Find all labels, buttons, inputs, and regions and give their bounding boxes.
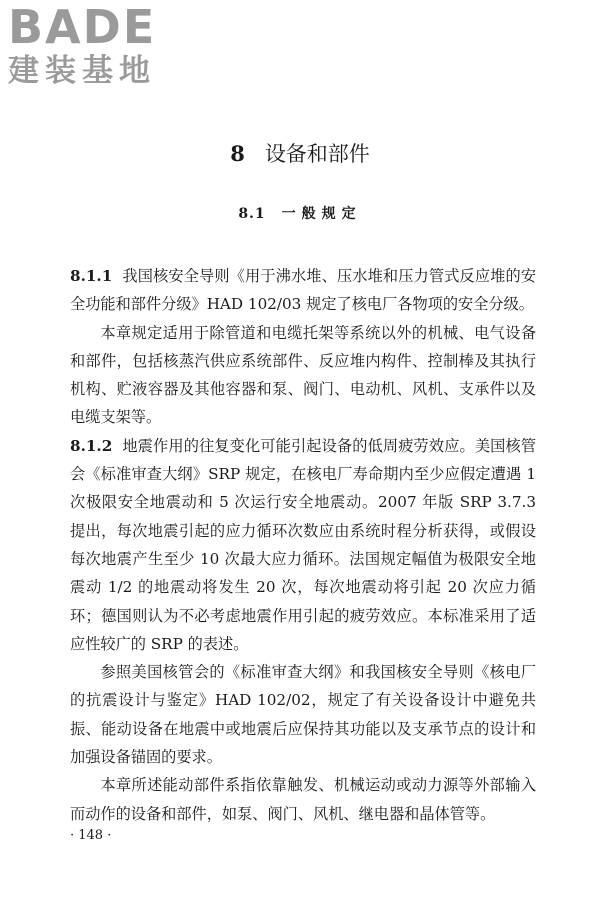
paragraph-references	[70, 658, 536, 771]
paragraph-active-components	[70, 771, 536, 828]
paragraph-8-1-2	[70, 432, 536, 658]
section-number: 8.1	[238, 206, 266, 222]
section-title	[0, 204, 600, 224]
paragraph-text: 我国核安全导则《用于沸水堆、压水堆和压力管式反应堆的安全功能和部件分级》HAD 102/03 规定了核电厂各物项的安全分级。	[70, 267, 536, 314]
clause-number: 8.1.1	[70, 267, 113, 285]
logo-subtitle: 建装基地	[8, 53, 156, 89]
paragraph-text: 本章规定适用于除管道和电缆托架等系统以外的机械、电气设备和部件，包括核蒸汽供应系统部件、反应堆内构件、控制棒及其执行机构、贮液容器及其他容器和泵、阀门、电动机、风机、支承件以及电缆支架等。	[70, 323, 536, 427]
paragraph-text: 地震作用的往复变化可能引起设备的低周疲劳效应。美国核管会《标准审查大纲》SRP 规定，在核电厂寿命期内至少应假定遭遇 1 次极限安全地震动和 5 次运行安全地震动。2007 年版 SRP 3.7.3 提出，每次地震引起的应力循环次数应由系统时程分析获得，或假设每次地震产生至少 10 次最大应力循环。法国规定幅值为极限安全地震动 1/2 的地震动将发生 20 次，每次地震动将引起 20 次应力循环；德国则认为不必考虑地震作用引起的疲劳效应。本标准采用了适应性较广的 SRP 的表述。	[70, 436, 536, 653]
clause-number: 8.1.2	[70, 436, 113, 455]
paragraph-scope	[70, 319, 536, 432]
paragraph-text: 本章所述能动部件系指依靠触发、机械运动或动力源等外部输入而动作的设备和部件，如泵、阀门、风机、继电器和晶体管等。	[70, 776, 536, 823]
publisher-logo	[8, 0, 178, 89]
paragraph-8-1-1	[70, 262, 536, 319]
body-text	[70, 262, 536, 828]
section-title-text: 一般规定	[281, 206, 362, 222]
chapter-number: 8	[230, 141, 245, 166]
chapter-title	[0, 140, 600, 168]
logo-mark: BADE	[8, 0, 157, 54]
chapter-title-text: 设备和部件	[264, 142, 370, 166]
paragraph-text: 参照美国核管会的《标准审查大纲》和我国核安全导则《核电厂的抗震设计与鉴定》HAD 102/02，规定了有关设备设计中避免共振、能动设备在地震中或地震后应保持其功能以及支承节点的设计和加强设备锚固的要求。	[70, 663, 536, 767]
page-number: · 148 ·	[70, 828, 112, 843]
